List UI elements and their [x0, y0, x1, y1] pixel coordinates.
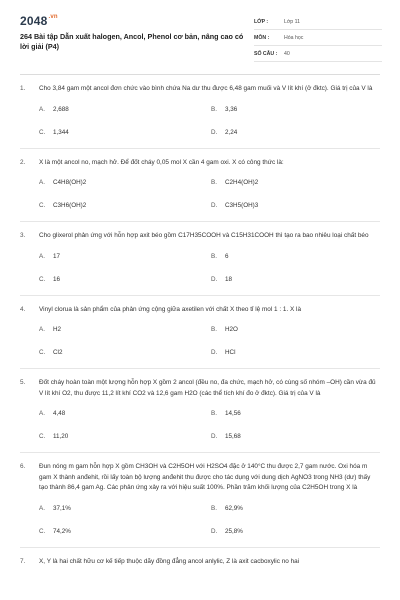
- question-item: [20, 84, 380, 149]
- option-text: 3,36: [225, 105, 238, 113]
- option-text: 2,688: [53, 105, 69, 113]
- page-header: [0, 0, 400, 62]
- answer-option[interactable]: [39, 425, 211, 448]
- option-text: 25,8%: [225, 527, 243, 535]
- question-number: 7.: [20, 557, 26, 565]
- question-text: Cho 3,84 gam một ancol đơn chức vào bình chứa Na dư thu được 6,48 gam muối và V lít khí (ở đktc). Giá trị của V là: [39, 85, 373, 92]
- option-text: H2: [53, 326, 62, 333]
- answer-option[interactable]: [211, 341, 383, 364]
- answer-option[interactable]: [211, 121, 383, 144]
- question-number: 5.: [20, 379, 26, 386]
- option-text: 1,344: [53, 128, 69, 136]
- option-text: 2,24: [225, 128, 238, 136]
- option-letter: A.: [39, 410, 45, 417]
- option-letter: A.: [39, 179, 45, 186]
- option-letter: C.: [39, 202, 46, 209]
- question-stem: [20, 462, 380, 494]
- option-text: 4,48: [53, 410, 66, 417]
- option-letter: D.: [211, 202, 218, 209]
- question-text: Vinyl clorua là sản phẩm của phản ứng cộng giữa axetilen với chất X theo tỉ lệ mol 1 : 1. X là: [39, 305, 302, 313]
- answer-option[interactable]: [39, 318, 211, 341]
- question-item: [20, 369, 380, 453]
- answer-option[interactable]: [39, 497, 211, 520]
- answer-options: [39, 497, 380, 543]
- question-number: 1.: [20, 85, 26, 92]
- answer-option[interactable]: [39, 98, 211, 121]
- question-number: 4.: [20, 305, 26, 313]
- option-text: C4H8(OH)2: [53, 179, 87, 186]
- meta-label: MÔN :: [254, 34, 270, 41]
- question-item: [20, 453, 380, 548]
- option-letter: B.: [211, 410, 217, 417]
- option-letter: D.: [211, 128, 218, 136]
- header-divider: [20, 74, 380, 75]
- option-letter: A.: [39, 326, 45, 333]
- meta-value: 40: [284, 50, 290, 57]
- answer-option[interactable]: [211, 194, 383, 217]
- question-item: [20, 296, 380, 370]
- document-title: 264 Bài tập Dẫn xuất halogen, Ancol, Phenol cơ bản, nâng cao có lời giải (P4): [20, 32, 244, 51]
- logo-main: 2048: [20, 14, 48, 28]
- answer-option[interactable]: [39, 402, 211, 425]
- question-stem: [20, 378, 380, 399]
- answer-option[interactable]: [211, 425, 383, 448]
- answer-option[interactable]: [39, 194, 211, 217]
- option-text: 37,1%: [53, 504, 71, 512]
- option-text: 62,9%: [225, 504, 243, 512]
- meta-label: LỚP :: [254, 18, 269, 25]
- option-letter: B.: [211, 179, 217, 186]
- meta-value: Hóa học: [284, 34, 304, 41]
- answer-options: [39, 171, 380, 217]
- option-letter: A.: [39, 504, 45, 512]
- option-text: 15,68: [225, 433, 241, 440]
- question-stem: [20, 158, 380, 169]
- answer-option[interactable]: [39, 171, 211, 194]
- question-text: Đốt cháy hoàn toàn một lượng hỗn hợp X gồm 2 ancol (đều no, đa chức, mạch hở, có cùng số nhóm –OH) cần vừa đủ V lít khí O2, thu được 11,2 lít khí CO2 và 12,6 gam H2O (các thể tích khí đo ở đktc). Giá trị của V là: [39, 379, 376, 397]
- answer-option[interactable]: [211, 98, 383, 121]
- option-letter: C.: [39, 128, 46, 136]
- meta-value: Lớp 11: [284, 18, 300, 25]
- answer-option[interactable]: [211, 402, 383, 425]
- question-text: Cho glixerol phản ứng với hỗn hợp axit béo gồm C17H35COOH và C15H31COOH thì tạo ra bao nhiêu loại chất béo: [39, 232, 369, 239]
- answer-option[interactable]: [39, 245, 211, 268]
- option-text: Cl2: [53, 349, 63, 356]
- answer-options: [39, 245, 380, 291]
- option-text: 18: [225, 275, 233, 283]
- answer-option[interactable]: [211, 245, 383, 268]
- question-text: X là một ancol no, mạch hở. Để đốt cháy 0,05 mol X cần 4 gam oxi. X có công thức là:: [39, 158, 284, 166]
- option-text: 6: [225, 252, 229, 260]
- option-letter: B.: [211, 326, 217, 333]
- question-stem: [20, 231, 380, 242]
- option-letter: B.: [211, 105, 217, 113]
- meta-row-class: [254, 14, 382, 30]
- answer-option[interactable]: [211, 268, 383, 291]
- answer-option[interactable]: [39, 121, 211, 144]
- option-text: 16: [53, 275, 61, 283]
- question-number: 6.: [20, 463, 26, 470]
- option-letter: A.: [39, 252, 45, 260]
- option-letter: B.: [211, 504, 217, 512]
- meta-row-subject: [254, 30, 382, 46]
- option-text: 74,2%: [53, 527, 71, 535]
- option-text: 17: [53, 252, 61, 260]
- option-text: C3H5(OH)3: [225, 202, 259, 209]
- option-text: HCl: [225, 349, 236, 356]
- answer-option[interactable]: [39, 341, 211, 364]
- option-letter: D.: [211, 275, 218, 283]
- answer-options: [39, 402, 380, 448]
- question-text: X, Y là hai chất hữu cơ kế tiếp thuộc dãy đồng đẳng ancol anlylic, Z là axit cacboxylic no hai: [39, 557, 300, 565]
- option-text: 14,56: [225, 410, 241, 417]
- answer-option[interactable]: [39, 268, 211, 291]
- option-text: H2O: [225, 326, 238, 333]
- site-logo[interactable]: [20, 14, 58, 28]
- option-text: C3H6(OH)2: [53, 202, 87, 209]
- option-letter: C.: [39, 433, 46, 440]
- answer-option[interactable]: [39, 520, 211, 543]
- meta-table: [254, 14, 382, 62]
- option-letter: B.: [211, 252, 217, 260]
- option-letter: C.: [39, 275, 46, 283]
- question-stem: [20, 305, 380, 316]
- question-item: [20, 149, 380, 223]
- option-text: 11,20: [53, 433, 69, 440]
- option-letter: D.: [211, 527, 218, 535]
- option-letter: A.: [39, 105, 45, 113]
- option-letter: D.: [211, 349, 218, 356]
- answer-option[interactable]: [211, 497, 383, 520]
- option-text: C2H4(OH)2: [225, 179, 259, 186]
- question-list: [0, 84, 400, 567]
- answer-option[interactable]: [211, 318, 383, 341]
- option-letter: D.: [211, 433, 218, 440]
- logo-suffix: .vn: [48, 14, 58, 20]
- question-number: 3.: [20, 232, 26, 239]
- question-stem: [20, 84, 380, 95]
- answer-option[interactable]: [211, 520, 383, 543]
- question-text: Đun nóng m gam hỗn hợp X gồm CH3OH và C2H5OH với H2SO4 đặc ở 140°C thu được 2,7 gam nước. Oxi hóa m gam X thành anđehit, rồi lấy toàn bộ lượng anđehit thu được cho tác dụng với dung dịch AgNO3 trong NH3 (dư) thấy tạo thành 86,4 gam Ag. Các phản ứng xảy ra với hiệu suất 100%. Phần trăm khối lượng của C2H5OH trong X là: [39, 463, 371, 491]
- question-number: 2.: [20, 158, 26, 166]
- option-letter: C.: [39, 349, 46, 356]
- question-item: [20, 548, 380, 568]
- meta-row-count: [254, 46, 382, 62]
- meta-label: SỐ CÂU :: [254, 50, 278, 57]
- answer-option[interactable]: [211, 171, 383, 194]
- question-stem: [20, 557, 380, 568]
- option-letter: C.: [39, 527, 46, 535]
- answer-options: [39, 318, 380, 364]
- answer-options: [39, 98, 380, 144]
- question-item: [20, 222, 380, 296]
